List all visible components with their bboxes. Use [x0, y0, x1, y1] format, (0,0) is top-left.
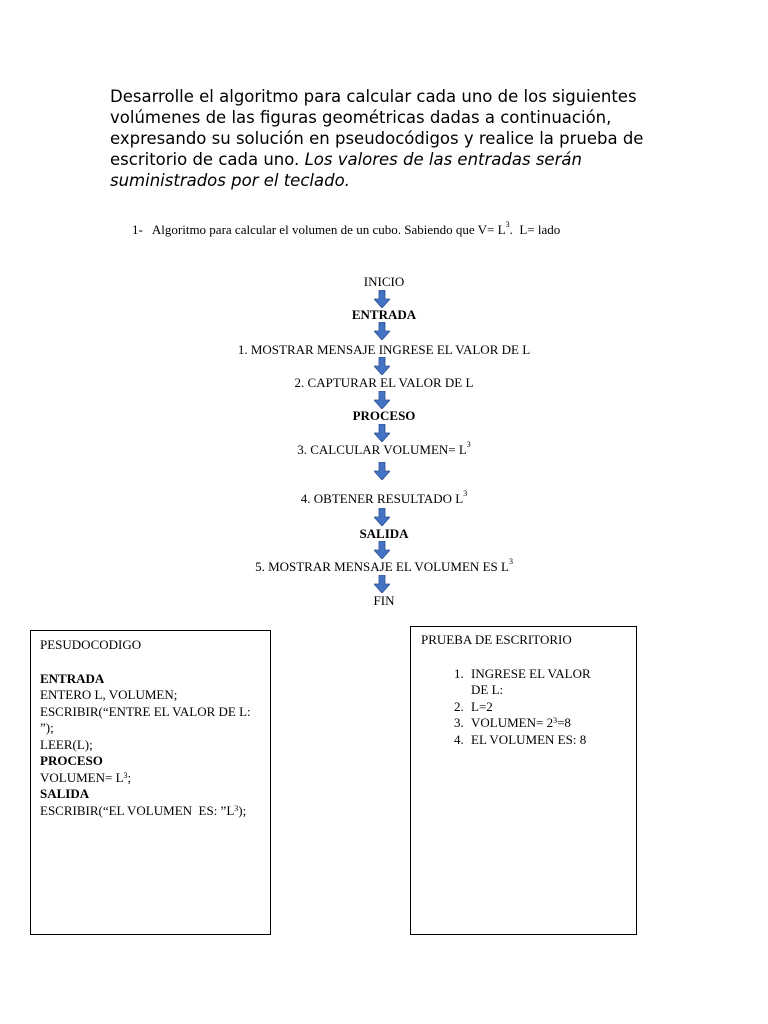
flow-salida: SALIDA [359, 526, 409, 541]
flow-step-1: 1. MOSTRAR MENSAJE INGRESE EL VALOR DE L [237, 342, 531, 357]
list-item: 2. L=2 [467, 699, 636, 716]
down-arrow-icon [374, 290, 390, 308]
down-arrow-icon [374, 357, 390, 375]
down-arrow-icon [374, 508, 390, 526]
problem-text: Algoritmo para calcular el volumen de un cubo. Sabiendo que V= L [151, 222, 506, 237]
flow-proceso: PROCESO [352, 408, 416, 423]
flow-entrada: ENTRADA [351, 307, 417, 322]
pseudocode-salida-heading: SALIDA [40, 786, 90, 801]
list-item: 3. VOLUMEN= $2^3=8$ [467, 715, 636, 732]
flow-fin: FIN [373, 593, 395, 608]
flow-step-4: 4. OBTENER RESULTADO $L^3$ [300, 489, 468, 506]
down-arrow-icon [374, 462, 390, 480]
pseudocode-box [30, 630, 271, 935]
down-arrow-icon [374, 424, 390, 442]
desk-check-box [410, 626, 637, 935]
flow-step-2: 2. CAPTURAR EL VALOR DE L [294, 375, 474, 390]
down-arrow-icon [374, 322, 390, 340]
pseudocode-entrada-heading: ENTRADA [40, 670, 105, 686]
problem-number: 1- [132, 222, 143, 237]
problem-statement: 1- Algoritmo para calcular el volumen de un cubo. Sabiendo que $V= L^3$. L= lado [132, 220, 561, 237]
list-item: 1. INGRESE EL VALOR DE L: [467, 666, 611, 699]
pseudocode-proceso-heading: PROCESO [40, 753, 103, 768]
down-arrow-icon [374, 575, 390, 593]
down-arrow-icon [374, 391, 390, 409]
desk-check-title: PRUEBA DE ESCRITORIO [421, 632, 572, 647]
flow-step-5: 5. MOSTRAR MENSAJE EL VOLUMEN ES $L^3$ [255, 557, 513, 574]
intro-text: Desarrolle el algoritmo para calcular cada uno de los siguientes volúmenes de las figuras geométricas dadas a continuación, expresando su solución en pseudocódigos y realice la prueba de escritorio de cada uno. [110, 87, 644, 169]
list-item: 4. EL VOLUMEN ES: 8 [467, 732, 636, 749]
problem-tail: L= lado [519, 222, 561, 237]
pseudocode-line: ESCRIBIR(“ENTRE EL VALOR DE L: ”); [40, 703, 254, 735]
intro-paragraph [110, 86, 670, 191]
pseudocode-line: ENTERO L, VOLUMEN; [40, 687, 178, 702]
problem-exponent: 3 [505, 220, 510, 229]
pseudocode-line: LEER(L); [40, 736, 93, 752]
flow-step-3: 3. CALCULAR VOLUMEN= $L^3$ [297, 440, 471, 457]
pseudocode-line: VOLUMEN= $L^3$; [40, 769, 132, 785]
pseudocode-title: PESUDOCODIGO [40, 637, 142, 652]
desk-check-list [421, 666, 636, 749]
pseudocode-line: ESCRIBIR(“EL VOLUMEN ES: $”L^3$); [40, 802, 247, 818]
intro-italic-text: Los valores de las entradas serán suministrados por el teclado. [110, 150, 582, 190]
down-arrow-icon [374, 541, 390, 559]
flow-inicio: INICIO [363, 274, 405, 289]
